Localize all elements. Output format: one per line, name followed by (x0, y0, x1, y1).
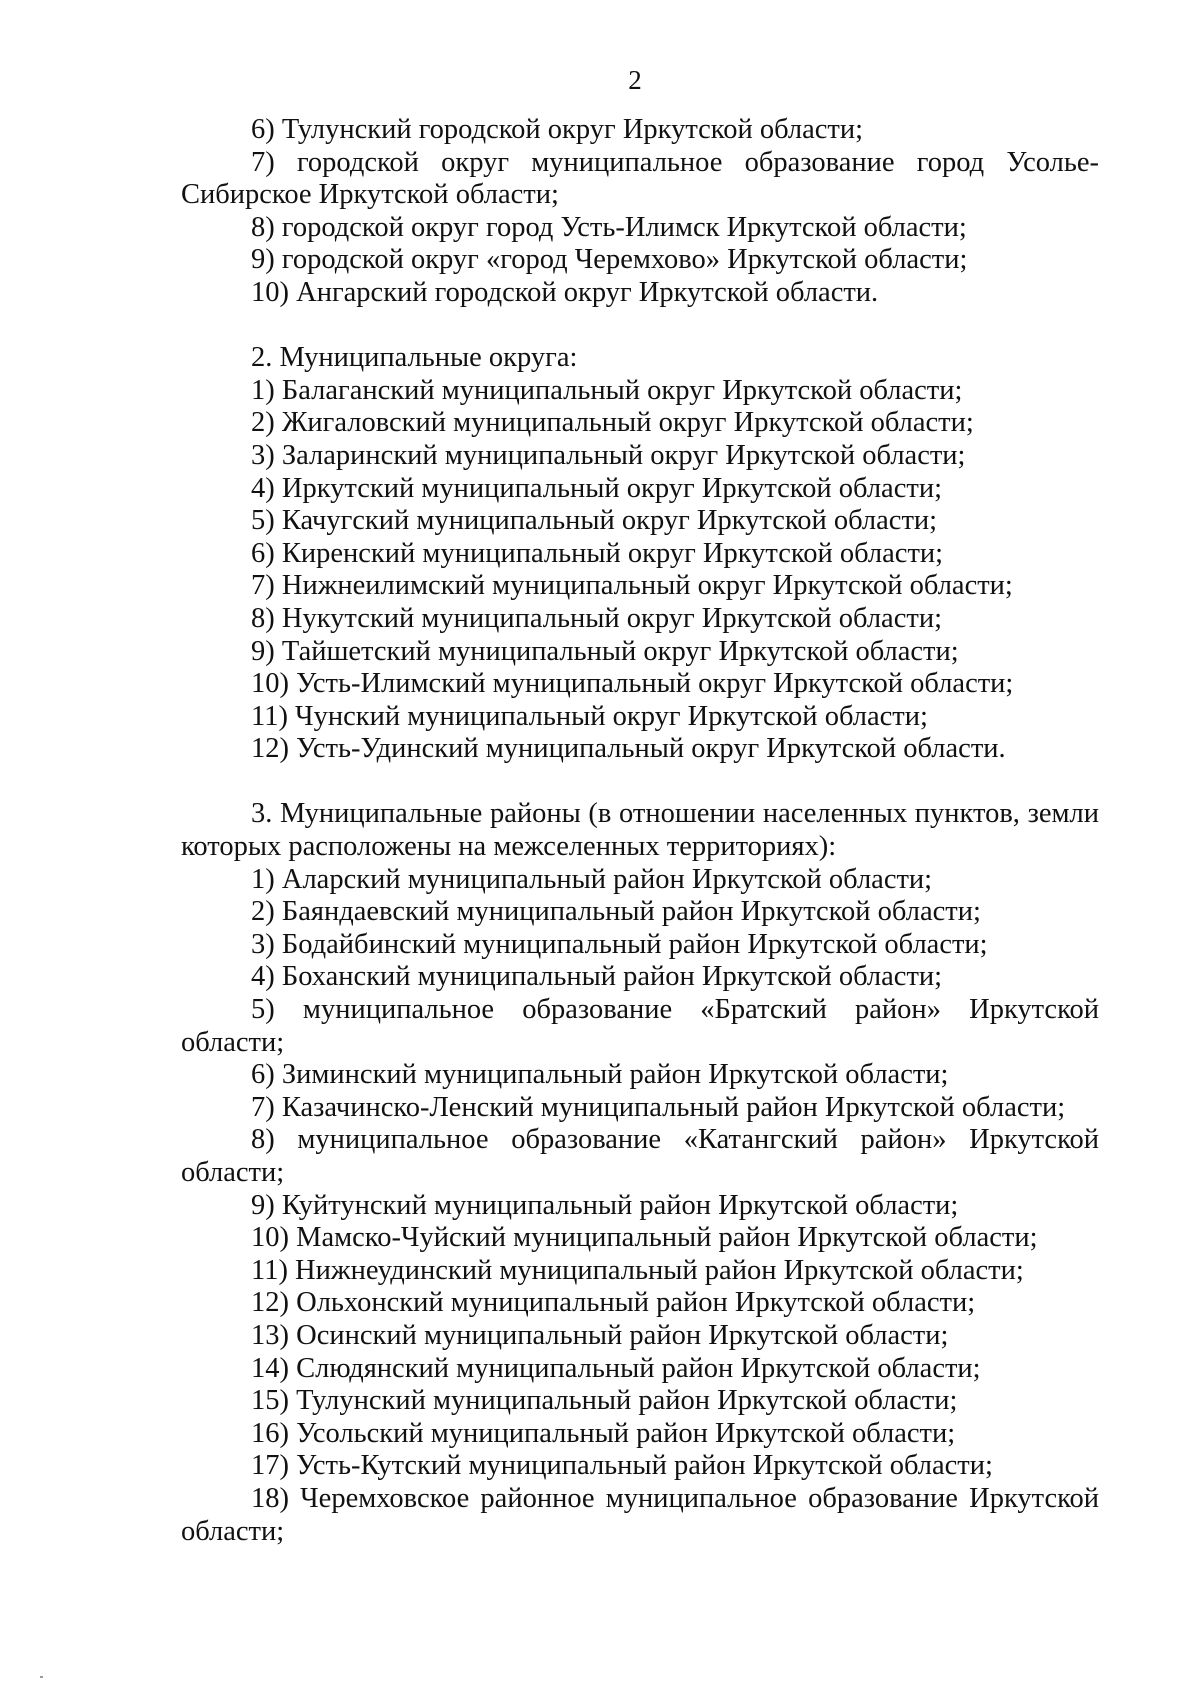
list-item: 7) Казачинско-Ленский муниципальный район Иркутской области; (251, 1091, 1066, 1123)
spacer (181, 310, 1099, 343)
list-item: 13) Осинский муниципальный район Иркутской области; (251, 1319, 949, 1351)
list-item: 9) Тайшетский муниципальный округ Иркутской области; (251, 635, 959, 667)
list-item: 11) Нижнеудинский муниципальный район Иркутской области; (251, 1254, 1024, 1286)
list-item-continuation: области; (181, 1026, 285, 1058)
list-item (181, 147, 1099, 212)
list-item: 11) Чунский муниципальный округ Иркутской области; (251, 700, 928, 732)
list-item: 10) Усть-Илимский муниципальный округ Иркутской области; (251, 668, 1014, 700)
list-item: 9) городской округ «город Черемхово» Иркутской области; (251, 244, 968, 276)
document-body (181, 114, 1099, 1548)
list-item-first-line: 5) муниципальное образование «Братский район» Иркутской (251, 994, 1099, 1026)
list-item: 6) Тулунский городской округ Иркутской области; (251, 114, 864, 145)
list-item: 8) Нукутский муниципальный округ Иркутской области; (251, 602, 942, 634)
page-number: 2 (628, 65, 642, 95)
list-item (181, 994, 1099, 1059)
list-item-continuation: Сибирское Иркутской области; (181, 179, 559, 211)
list-item: 3) Заларинский муниципальный округ Иркутской области; (251, 439, 966, 471)
list-item: 6) Киренский муниципальный округ Иркутской области; (251, 537, 944, 569)
list-item: 1) Балаганский муниципальный округ Иркутской области; (251, 374, 963, 406)
list-item-continuation: области; (181, 1515, 285, 1547)
list-item: 1) Аларский муниципальный район Иркутской области; (251, 863, 933, 895)
list-item-first-line: 8) муниципальное образование «Катангский район» Иркутской (251, 1124, 1099, 1156)
list-item (181, 1483, 1099, 1548)
section-heading-continuation: которых расположены на межселенных территориях): (181, 831, 837, 863)
section-2 (181, 342, 1099, 766)
section-heading (181, 798, 1099, 863)
section-3 (181, 798, 1099, 1548)
list-item-first-line: 7) городской округ муниципальное образование город Усолье- (251, 146, 1099, 178)
list-item: 6) Зиминский муниципальный район Иркутской области; (251, 1059, 949, 1091)
list-item: 12) Ольхонский муниципальный район Иркутской области; (251, 1287, 976, 1319)
list-item: 7) Нижнеилимский муниципальный округ Иркутской области; (251, 570, 1013, 602)
list-item: 12) Усть-Удинский муниципальный округ Иркутской области. (251, 733, 1006, 765)
list-item: 8) городской округ город Усть-Илимск Иркутской области; (251, 211, 967, 243)
list-item-first-line: 18) Черемховское районное муниципальное образование Иркутской (251, 1482, 1099, 1514)
list-item: 15) Тулунский муниципальный район Иркутской области; (251, 1385, 958, 1417)
list-item: 10) Мамско-Чуйский муниципальный район Иркутской области; (251, 1222, 1038, 1254)
list-item: 4) Иркутский муниципальный округ Иркутской области; (251, 472, 942, 504)
list-item: 10) Ангарский городской округ Иркутской области. (251, 276, 879, 308)
section-1-list (181, 114, 1099, 310)
list-item (181, 1124, 1099, 1189)
list-item: 5) Качугский муниципальный округ Иркутской области; (251, 505, 938, 537)
list-item-continuation: области; (181, 1157, 285, 1188)
list-item: 3) Бодайбинский муниципальный район Иркутской области; (251, 928, 988, 960)
list-item: 2) Жигаловский муниципальный округ Иркутской области; (251, 407, 974, 439)
list-item: 16) Усольский муниципальный район Иркутской области; (251, 1417, 956, 1449)
scan-artifact (40, 1676, 43, 1678)
list-item: 9) Куйтунский муниципальный район Иркутской области; (251, 1189, 959, 1221)
list-item: 4) Боханский муниципальный район Иркутской области; (251, 961, 943, 993)
list-item: 2) Баяндаевский муниципальный район Иркутской области; (251, 896, 981, 928)
list-item: 14) Слюдянский муниципальный район Иркутской области; (251, 1352, 981, 1384)
section-heading-first-line: 3. Муниципальные районы (в отношении населенных пунктов, земли (251, 798, 1099, 830)
section-heading: 2. Муниципальные округа: (251, 342, 578, 374)
spacer (181, 766, 1099, 799)
list-item: 17) Усть-Кутский муниципальный район Иркутской области; (251, 1450, 993, 1482)
